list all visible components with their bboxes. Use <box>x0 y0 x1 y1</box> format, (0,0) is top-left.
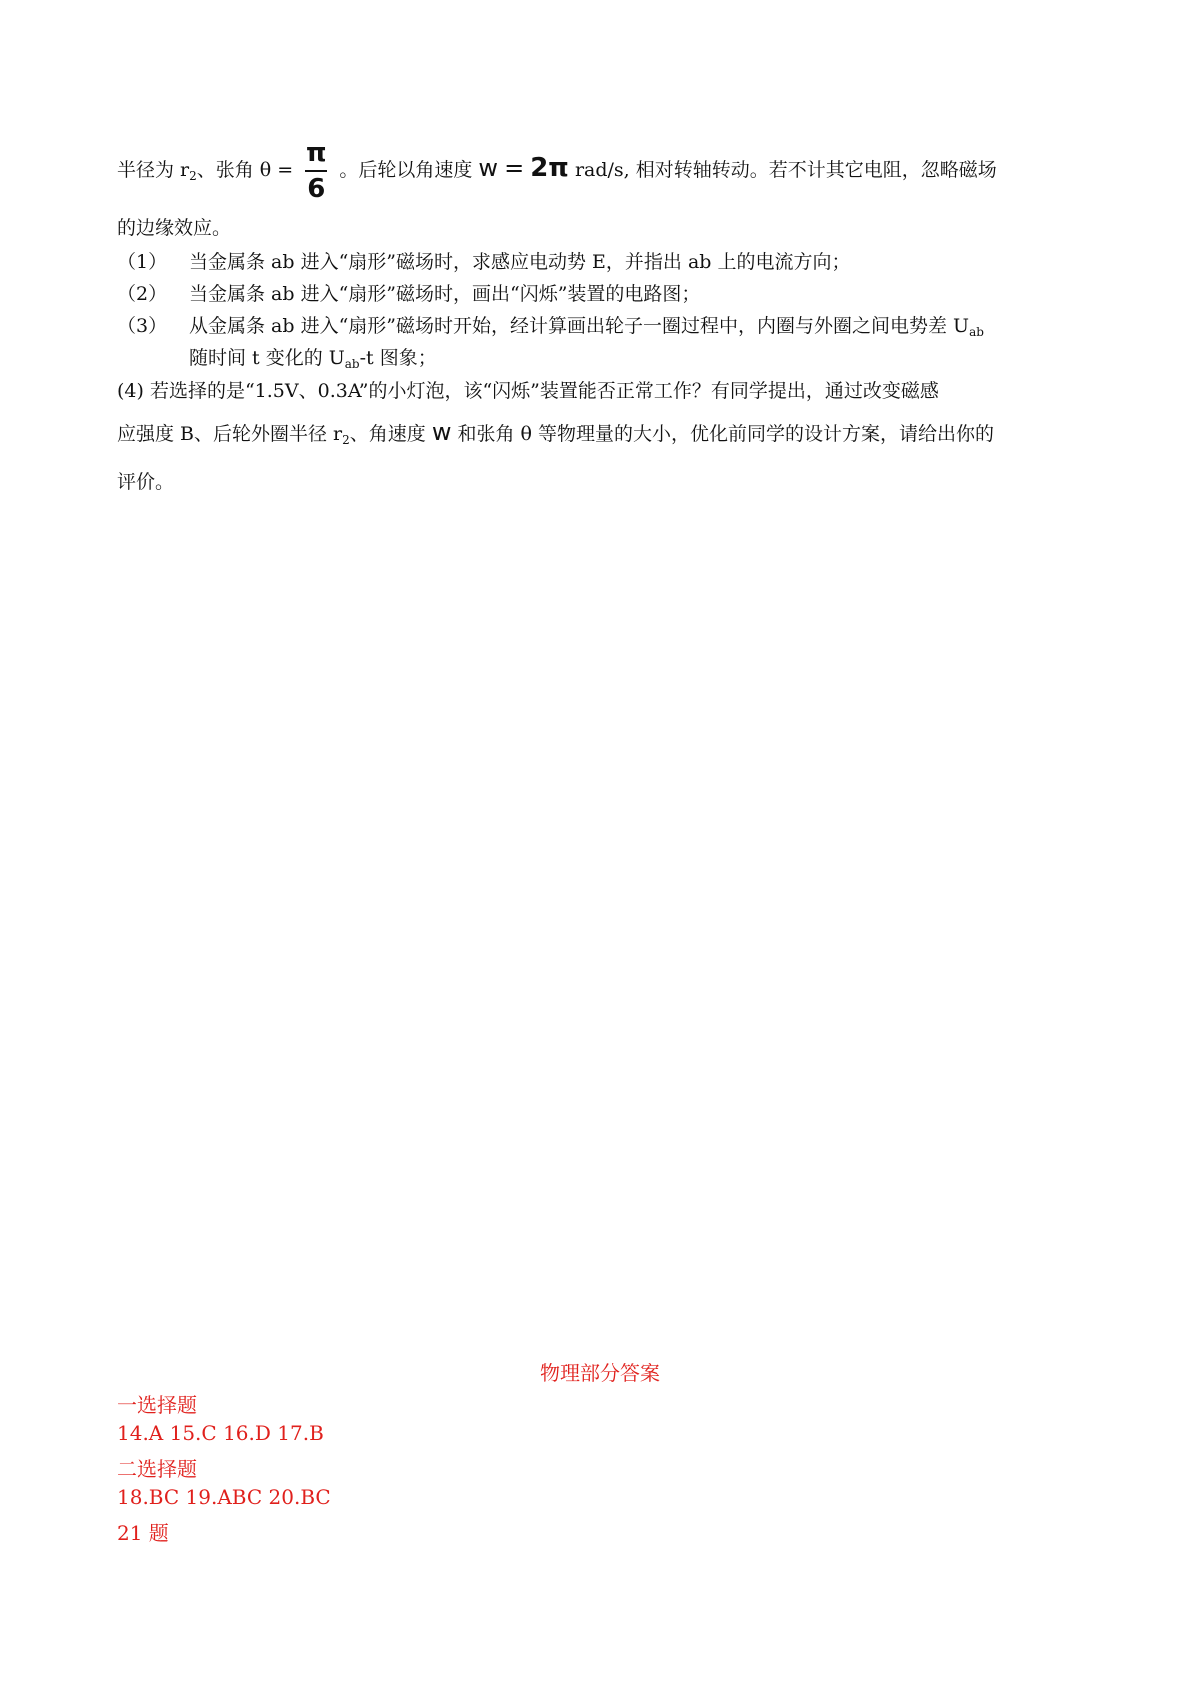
omega-symbol: w <box>478 154 499 182</box>
problem-line-2: 的边缘效应。 <box>117 217 232 239</box>
q3-text-a: 随时间 t 变化的 U <box>189 347 345 369</box>
text-angular-velocity: 。后轮以角速度 <box>339 159 473 181</box>
answers-section-2-items: 18.BC 19.ABC 20.BC <box>117 1485 331 1509</box>
answers-section-1-items: 14.A 15.C 16.D 17.B <box>117 1421 324 1445</box>
question-1 <box>117 247 850 274</box>
text-radius: 半径为 r <box>117 159 190 181</box>
question-text: 当金属条 ab 进入“扇形”磁场时，求感应电动势 E，并指出 ab 上的电流方向； <box>189 251 851 273</box>
subscript-2: 2 <box>189 169 197 183</box>
answers-section-3-heading: 21 题 <box>117 1521 169 1545</box>
answers-section-1-heading: 一选择题 <box>117 1393 197 1417</box>
q4-text-a: 应强度 B、后轮外圈半径 r <box>117 423 343 445</box>
omega-symbol: w <box>431 418 452 446</box>
question-text: 从金属条 ab 进入“扇形”磁场时开始，经计算画出轮子一圈过程中，内圈与外圈之间电势差 U <box>189 315 970 337</box>
fraction-numerator: π <box>305 138 327 168</box>
question-3 <box>117 311 984 339</box>
answers-title: 物理部分答案 <box>540 1361 660 1385</box>
subscript-ab: ab <box>344 357 360 371</box>
question-number: （2） <box>117 283 168 305</box>
fraction-pi-over-6 <box>305 138 327 204</box>
answers-section-2-heading: 二选择题 <box>117 1457 197 1481</box>
question-number: （3） <box>117 315 168 337</box>
question-4-line-3: 评价。 <box>117 471 175 493</box>
q3-text-b: -t 图象； <box>359 347 437 369</box>
question-text: 当金属条 ab 进入“扇形”磁场时，画出“闪烁”装置的电路图； <box>189 283 701 305</box>
problem-line-1 <box>117 138 997 204</box>
question-3-continued <box>189 343 437 371</box>
question-number: （1） <box>117 251 168 273</box>
question-4-line-2 <box>117 418 994 447</box>
question-4-line-1: (4) 若选择的是“1.5V、0.3A”的小灯泡，该“闪烁”装置能否正常工作？有同学提出，通过改变磁感 <box>117 380 939 402</box>
subscript-2: 2 <box>342 433 350 447</box>
equals-sign: = <box>504 154 525 182</box>
fraction-bar <box>305 170 327 172</box>
fraction-denominator: 6 <box>307 174 326 204</box>
q4-text-c: 和张角 θ 等物理量的大小，优化前同学的设计方案，请给出你的 <box>457 423 995 445</box>
text-angle: 、张角 θ = <box>196 159 294 181</box>
question-2 <box>117 279 700 306</box>
two-pi-value: 2π <box>530 153 569 183</box>
subscript-ab: ab <box>969 325 984 339</box>
q4-text-b: 、角速度 <box>349 423 426 445</box>
text-units-and-rest: rad/s, 相对转轴转动。若不计其它电阻，忽略磁场 <box>574 159 997 181</box>
